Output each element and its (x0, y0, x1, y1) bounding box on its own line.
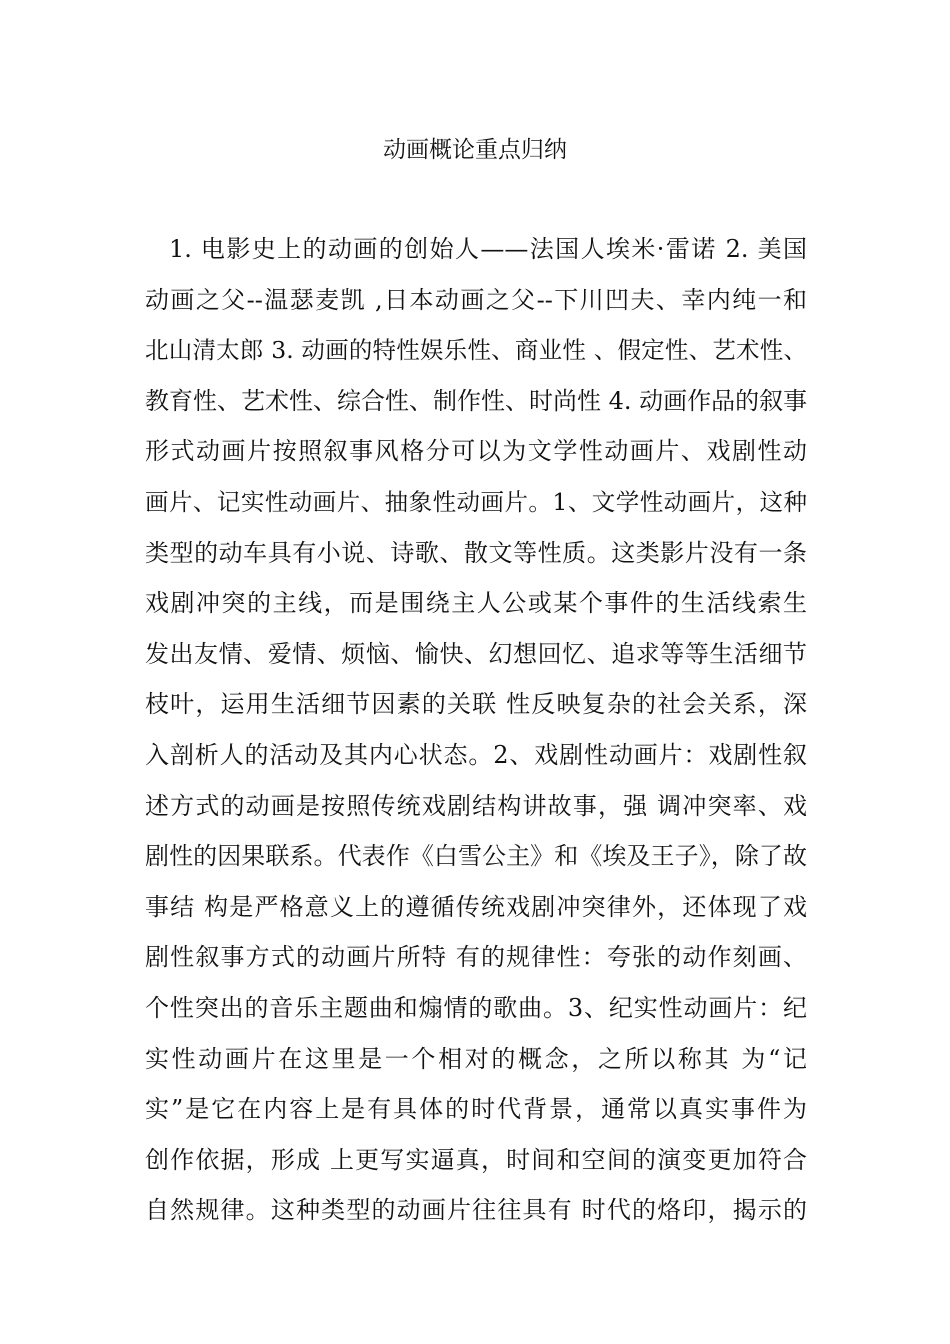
body-line: 个性突出的音乐主题曲和煽情的歌曲。3、纪实性动画片：纪 (145, 993, 807, 1022)
body-line: 实性动画片在这里是一个相对的概念，之所以称其 为“记 (145, 1044, 807, 1073)
body-line: 北山清太郎 3. 动画的特性娱乐性、商业性 、假定性、艺术性、 (145, 336, 807, 365)
body-line: 动画之父--温瑟麦凯 ,日本动画之父--下川凹夫、幸内纯一和 (145, 285, 807, 314)
body-line: 入剖析人的活动及其内心状态。2、戏剧性动画片：戏剧性叙 (145, 740, 807, 769)
body-line: 画片、记实性动画片、抽象性动画片。1、文学性动画片，这种 (145, 487, 807, 516)
body-line: 事结 构是严格意义上的遵循传统戏剧冲突律外，还体现了戏 (145, 892, 807, 921)
document-title: 动画概论重点归纳 (383, 137, 567, 163)
body-line: 枝叶，运用生活细节因素的关联 性反映复杂的社会关系，深 (145, 690, 807, 719)
body-line: 自然规律。这种类型的动画片往往具有 时代的烙印，揭示的 (145, 1196, 807, 1225)
document-body (145, 231, 807, 1243)
body-line: 实”是它在内容上是有具体的时代背景，通常以真实事件为 (145, 1095, 807, 1124)
body-line: 创作依据，形成 上更写实逼真，时间和空间的演变更加符合 (145, 1145, 807, 1174)
body-line: 形式动画片按照叙事风格分可以为文学性动画片、戏剧性动 (145, 437, 807, 466)
body-line: 戏剧冲突的主线，而是围绕主人公或某个事件的生活线索生 (145, 589, 807, 618)
body-line: 1. 电影史上的动画的创始人——法国人埃米·雷诺 2. 美国 (169, 235, 807, 263)
body-line: 类型的动车具有小说、诗歌、散文等性质。这类影片没有一条 (145, 538, 807, 567)
body-line: 发出友情、爱情、烦恼、愉快、幻想回忆、追求等等生活细节 (145, 639, 807, 668)
body-line: 剧性的因果联系。代表作《白雪公主》和《埃及王子》，除了故 (145, 842, 807, 871)
body-line: 教育性、艺术性、综合性、制作性、时尚性 4. 动画作品的叙事 (145, 386, 807, 415)
body-line: 剧性叙事方式的动画片所特 有的规律性：夸张的动作刻画、 (145, 943, 807, 972)
body-line: 述方式的动画是按照传统戏剧结构讲故事，强 调冲突率、戏 (145, 791, 807, 820)
